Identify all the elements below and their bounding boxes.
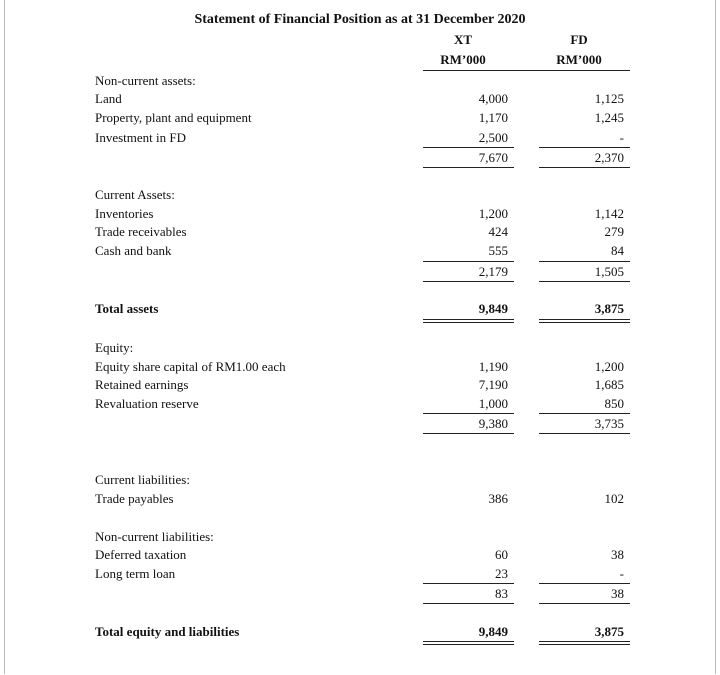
section-heading-current-liabilities: Current liabilities:: [95, 472, 190, 487]
section-heading-non-current-liabilities: Non-current liabilities:: [95, 529, 214, 544]
subtotal-line-fd: [539, 413, 630, 414]
section-heading-equity: Equity:: [95, 340, 134, 355]
header-underline: [423, 70, 630, 71]
value-xt-revaluation-reserve: 1,000: [478, 396, 508, 411]
subtotal-underline-fd: [539, 281, 630, 282]
subtotal-underline-xt: [423, 281, 514, 282]
row-label-total-assets: Total assets: [95, 301, 159, 316]
value-xt-cash: 555: [488, 243, 508, 258]
value-xt-retained-earnings: 7,190: [478, 377, 508, 392]
value-fd-ppe: 1,245: [594, 110, 624, 125]
subtotal-xt-non-current-assets: 7,670: [478, 150, 508, 165]
double-underline-xt: [423, 322, 514, 323]
value-xt-long-term-loan: 23: [495, 566, 508, 581]
total-fd-equity-liabilities: 3,875: [594, 624, 624, 639]
value-xt-share-capital: 1,190: [478, 359, 508, 374]
subtotal-fd-non-current-assets: 2,370: [594, 150, 624, 165]
row-label-investment: Investment in FD: [95, 130, 186, 145]
value-fd-deferred-taxation: 38: [611, 547, 624, 562]
value-fd-trade-payables: 102: [604, 491, 624, 506]
value-fd-retained-earnings: 1,685: [594, 377, 624, 392]
value-xt-land: 4,000: [478, 91, 508, 106]
subtotal-xt-equity: 9,380: [478, 416, 508, 431]
column-header-xt: XT: [453, 32, 473, 47]
value-xt-trade-payables: 386: [488, 491, 508, 506]
double-underline-xt: [423, 319, 514, 320]
value-fd-cash: 84: [611, 243, 624, 258]
total-xt-assets: 9,849: [478, 301, 508, 316]
subtotal-line-xt: [423, 147, 514, 148]
section-heading-current-assets: Current Assets:: [95, 187, 175, 202]
subtotal-xt-current-assets: 2,179: [478, 264, 508, 279]
subtotal-line-fd: [539, 583, 630, 584]
value-fd-investment: -: [619, 130, 624, 145]
double-underline-fd: [539, 644, 630, 645]
value-fd-revaluation-reserve: 850: [604, 396, 624, 411]
double-underline-xt: [423, 641, 514, 642]
double-underline-fd: [539, 641, 630, 642]
row-label-trade-payables: Trade payables: [95, 491, 174, 506]
subtotal-xt-non-current-liabilities: 83: [495, 586, 508, 601]
row-label-revaluation-reserve: Revaluation reserve: [95, 396, 199, 411]
row-label-retained-earnings: Retained earnings: [95, 377, 189, 392]
value-xt-inventories: 1,200: [478, 206, 508, 221]
row-label-total-equity-liabilities: Total equity and liabilities: [95, 624, 240, 639]
column-unit-fd: RM’000: [556, 52, 602, 67]
row-label-long-term-loan: Long term loan: [95, 566, 176, 581]
column-unit-xt: RM’000: [440, 52, 486, 67]
row-label-deferred-taxation: Deferred taxation: [95, 547, 187, 562]
value-fd-long-term-loan: -: [619, 566, 624, 581]
subtotal-underline-xt: [423, 603, 514, 604]
subtotal-underline-fd: [539, 433, 630, 434]
value-fd-share-capital: 1,200: [594, 359, 624, 374]
row-label-ppe: Property, plant and equipment: [95, 110, 252, 125]
value-xt-ppe: 1,170: [478, 110, 508, 125]
subtotal-line-fd: [539, 147, 630, 148]
value-fd-trade-receivables: 279: [604, 224, 624, 239]
statement-title: Statement of Financial Position as at 31 December 2020: [194, 12, 526, 27]
subtotal-underline-fd: [539, 167, 630, 168]
subtotal-fd-non-current-liabilities: 38: [611, 586, 624, 601]
double-underline-xt: [423, 644, 514, 645]
row-label-land: Land: [95, 91, 122, 106]
double-underline-fd: [539, 322, 630, 323]
value-xt-trade-receivables: 424: [488, 224, 508, 239]
column-header-fd: FD: [570, 32, 588, 47]
double-underline-fd: [539, 319, 630, 320]
subtotal-line-xt: [423, 583, 514, 584]
total-xt-equity-liabilities: 9,849: [478, 624, 508, 639]
row-label-trade-receivables: Trade receivables: [95, 224, 187, 239]
value-xt-investment: 2,500: [478, 130, 508, 145]
row-label-share-capital: Equity share capital of RM1.00 each: [95, 359, 286, 374]
subtotal-line-fd: [539, 261, 630, 262]
subtotal-line-xt: [423, 261, 514, 262]
row-label-inventories: Inventories: [95, 206, 154, 221]
value-xt-deferred-taxation: 60: [495, 547, 508, 562]
subtotal-underline-xt: [423, 167, 514, 168]
total-fd-assets: 3,875: [594, 301, 624, 316]
value-fd-land: 1,125: [594, 91, 624, 106]
subtotal-underline-xt: [423, 433, 514, 434]
section-heading-non-current-assets: Non-current assets:: [95, 73, 196, 88]
row-label-cash: Cash and bank: [95, 243, 172, 258]
subtotal-fd-current-assets: 1,505: [594, 264, 624, 279]
value-fd-inventories: 1,142: [594, 206, 624, 221]
subtotal-fd-equity: 3,735: [594, 416, 624, 431]
subtotal-line-xt: [423, 413, 514, 414]
subtotal-underline-fd: [539, 603, 630, 604]
